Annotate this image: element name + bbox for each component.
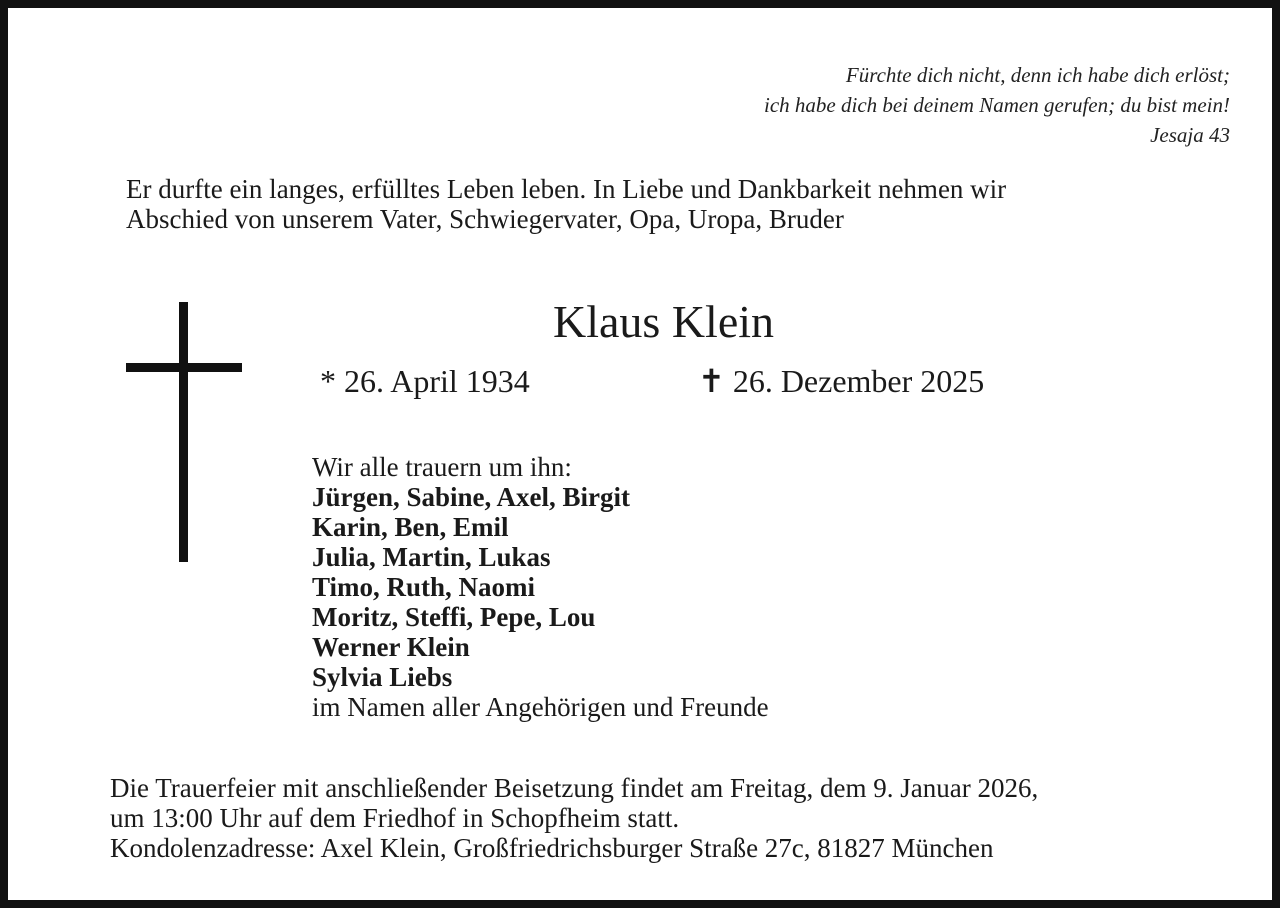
condolence-address: Kondolenzadresse: Axel Klein, Großfriedrichsburger Straße 27c, 81827 München: [110, 833, 994, 863]
cross-icon-horizontal-bar: [126, 363, 242, 372]
ceremony-line-1: Die Trauerfeier mit anschließender Beisetzung findet am Freitag, dem 9. Januar 2026,: [110, 773, 1039, 803]
mourner-name: Jürgen, Sabine, Axel, Birgit: [312, 482, 631, 512]
mourner-name: Timo, Ruth, Naomi: [312, 572, 536, 602]
intro-line-1: Er durfte ein langes, erfülltes Leben leben. In Liebe und Dankbarkeit nehmen wir: [126, 174, 1007, 204]
bible-verse: [764, 60, 1230, 150]
mourners-intro: Wir alle trauern um ihn:: [312, 452, 572, 482]
ceremony-line-2: um 13:00 Uhr auf dem Friedhof in Schopfheim statt.: [110, 803, 680, 833]
intro-line-2: Abschied von unserem Vater, Schwiegervater, Opa, Uropa, Bruder: [126, 204, 844, 234]
mourner-name: Sylvia Liebs: [312, 662, 453, 692]
verse-source: Jesaja 43: [1150, 123, 1230, 147]
death-date: ✝ 26. Dezember 2025: [698, 363, 985, 399]
mourner-name: Werner Klein: [312, 632, 470, 662]
cross-icon-vertical-bar: [179, 302, 188, 562]
mourner-name: Julia, Martin, Lukas: [312, 542, 551, 572]
mourners-list: [312, 452, 769, 722]
mourners-closing: im Namen aller Angehörigen und Freunde: [312, 692, 769, 722]
birth-date: * 26. April 1934: [320, 363, 530, 399]
intro-text: [126, 174, 1006, 234]
mourner-name: Karin, Ben, Emil: [312, 512, 509, 542]
mourner-name: Moritz, Steffi, Pepe, Lou: [312, 602, 596, 632]
verse-line-2: ich habe dich bei deinem Namen gerufen; du bist mein!: [764, 93, 1230, 117]
deceased-name: Klaus Klein: [553, 296, 775, 347]
verse-line-1: Fürchte dich nicht, denn ich habe dich erlöst;: [845, 63, 1230, 87]
ceremony-info: [110, 773, 1038, 863]
